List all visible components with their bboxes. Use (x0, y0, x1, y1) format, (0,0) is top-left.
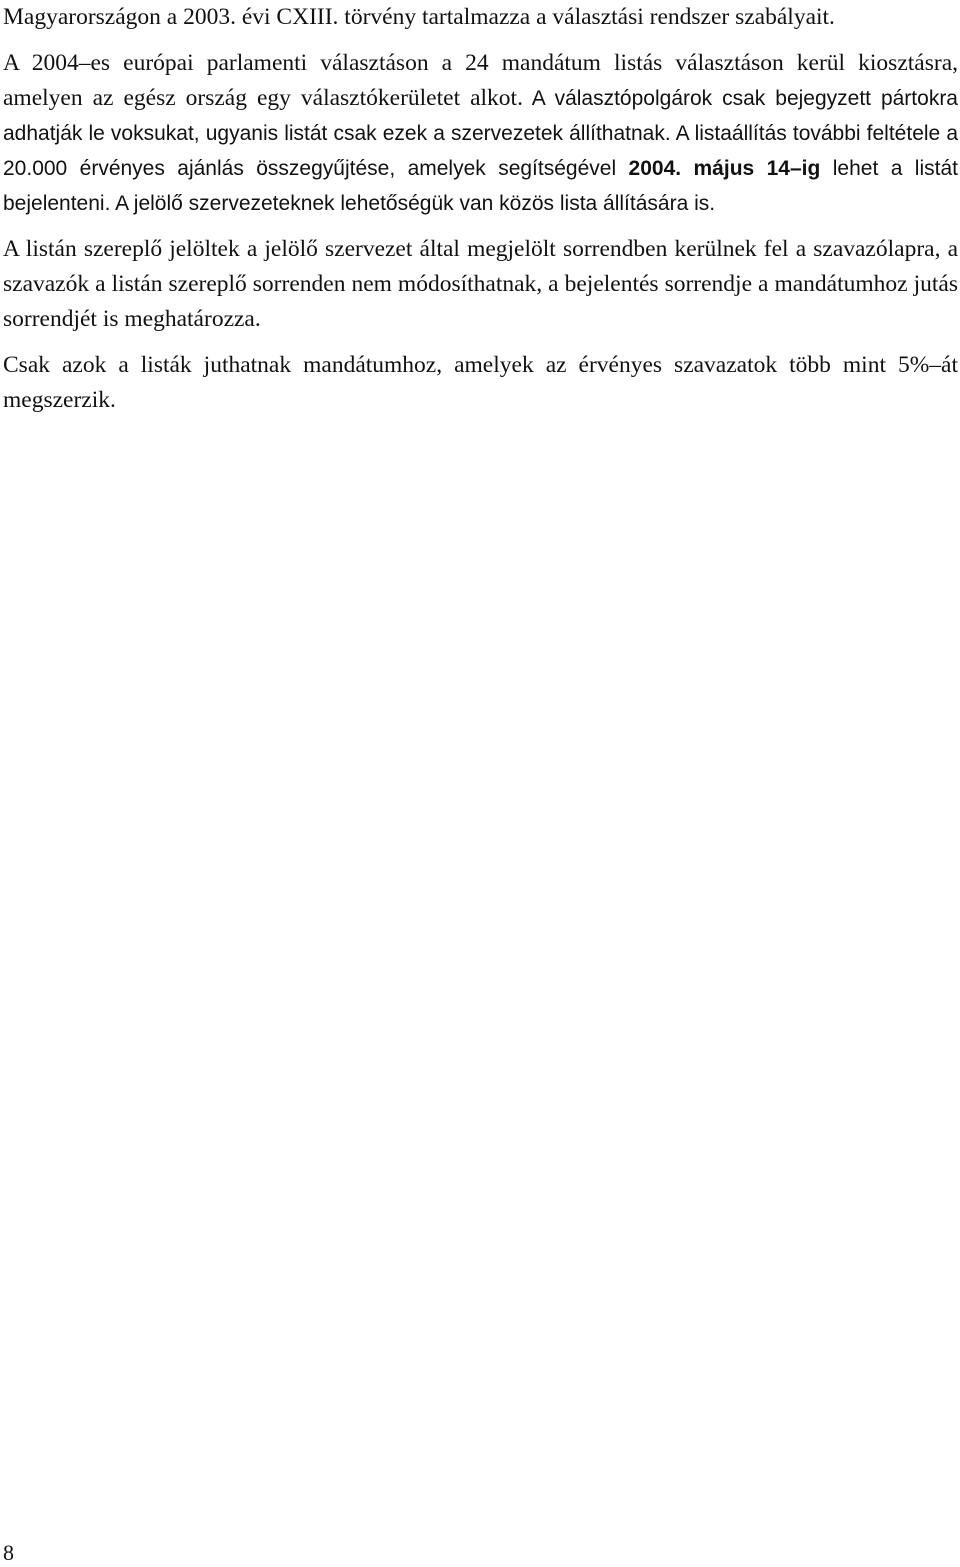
paragraph-3: A listán szereplő jelöltek a jelölő szervezet által megjelölt sorrendben kerülnek fel a szavazólapra, a szavazók a listán szereplő sorrenden nem módosíthatnak, a bejelentés sorrendje a mandátumhoz jutás sorrendjét is meghatározza. (3, 236, 958, 332)
paragraph-2 (3, 46, 958, 221)
paragraph-2-sans-text-2: lehet a listát bejelenteni. A jelölő szervezeteknek lehetőségük van közös lista állítására is. (3, 157, 958, 215)
page-number: 8 (3, 1540, 14, 1565)
paragraph-1: Magyarországon a 2003. évi CXIII. törvény tartalmazza a választási rendszer szabályait. (3, 4, 835, 30)
paragraph-2-serif-text: A 2004–es európai parlamenti választáson a 24 mandátum listás választáson kerül kiosztásra, amelyen az egész ország egy választókerületet alkot. (3, 50, 958, 111)
paragraph-4: Csak azok a listák juthatnak mandátumhoz, amelyek az érvényes szavazatok több mint 5%–át megszerzik. (3, 352, 958, 413)
paragraph-2-bold-date: 2004. május 14–ig (628, 157, 821, 180)
paragraph-2-sans-text-1: A választópolgárok csak bejegyzett pártokra adhatják le voksukat, ugyanis listát csak ezek a szervezetek állíthatnak. A listaállítás további feltétele a 20.000 érvényes ajánlás összegyűjtése, amelyek segítségével (3, 87, 958, 180)
document-body (3, 0, 958, 429)
